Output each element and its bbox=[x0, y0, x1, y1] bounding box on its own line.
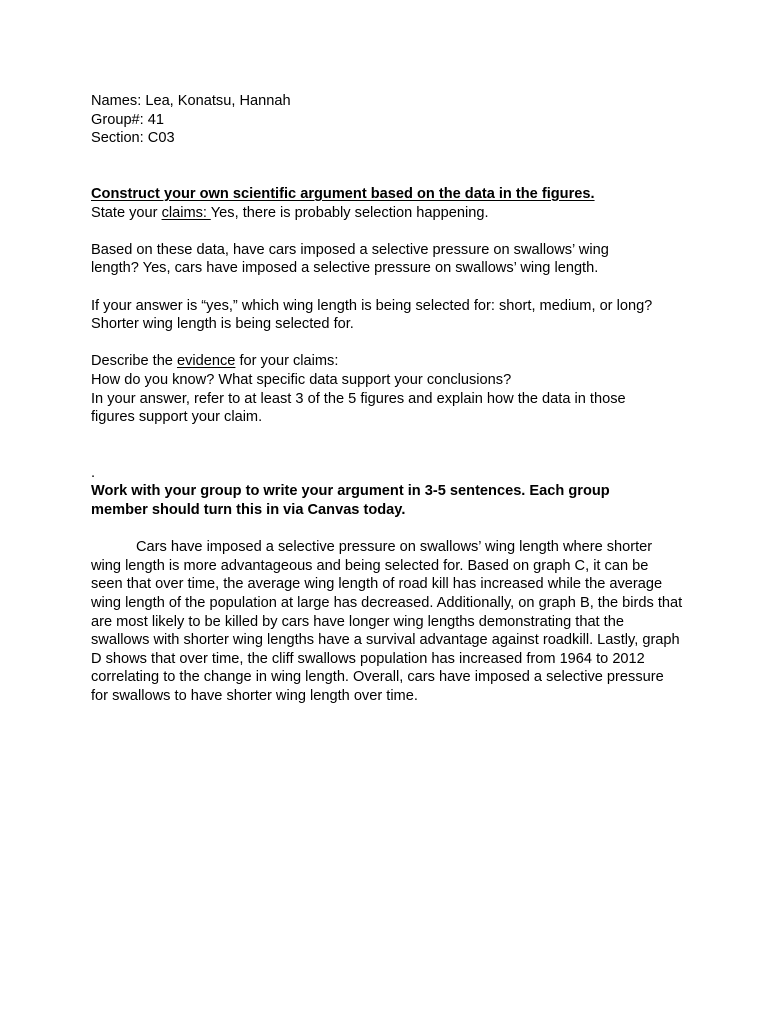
spacer bbox=[91, 166, 683, 185]
spacer bbox=[91, 148, 683, 167]
evidence-label: evidence bbox=[176, 353, 236, 370]
question-1-line-1: Based on these data, have cars imposed a selective pressure on swallows’ wing bbox=[91, 241, 609, 258]
document-body bbox=[91, 92, 683, 706]
spacer bbox=[91, 278, 683, 297]
how-know-line: How do you know? What specific data support your conclusions? bbox=[91, 371, 512, 388]
refer-line-1: In your answer, refer to at least 3 of the 5 figures and explain how the data in those bbox=[91, 390, 626, 407]
section-line: Section: C03 bbox=[91, 130, 175, 147]
evidence-prefix: Describe the bbox=[91, 353, 177, 370]
prompt-heading: Construct your own scientific argument based on the data in the figures. bbox=[91, 185, 595, 202]
refer-line-2: figures support your claim. bbox=[91, 409, 263, 426]
instruction-line-1: Work with your group to write your argument in 3-5 sentences. Each group bbox=[91, 483, 610, 500]
stray-dot: . bbox=[91, 464, 96, 481]
spacer bbox=[91, 334, 683, 353]
names-line: Names: Lea, Konatsu, Hannah bbox=[91, 93, 291, 109]
argument-paragraph: Cars have imposed a selective pressure on swallows’ wing length where shorter wing length is more advantageous and being selected for. Based on graph C, it can be seen that over time, the average wing length of road kill has increased while the average wing length of the population at large has decreased. Additionally, on graph B, the birds that are most likely to be killed by cars have longer wing lengths demonstrating that the swallows with shorter wing lengths have a survival advantage against roadkill. Lastly, graph D shows that over time, the cliff swallows population has increased from 1964 to 2012 correlating to the change in wing length. Overall, cars have imposed a selective pressure for swallows to have shorter wing length over time. bbox=[91, 539, 683, 704]
spacer bbox=[91, 520, 683, 539]
claims-label: claims: bbox=[161, 204, 211, 221]
claims-line bbox=[91, 204, 683, 223]
spacer bbox=[91, 445, 683, 464]
question-2-line-2: Shorter wing length is being selected for. bbox=[91, 316, 354, 333]
instruction-line-2: member should turn this in via Canvas today. bbox=[91, 502, 406, 519]
claims-answer: Yes, there is probably selection happening. bbox=[210, 204, 489, 221]
evidence-suffix: for your claims: bbox=[235, 353, 339, 370]
spacer bbox=[91, 427, 683, 446]
evidence-line bbox=[91, 352, 683, 371]
claims-prefix: State your bbox=[91, 204, 162, 221]
question-1-line-2: length? Yes, cars have imposed a selective pressure on swallows’ wing length. bbox=[91, 260, 599, 277]
group-line: Group#: 41 bbox=[91, 111, 165, 128]
spacer bbox=[91, 222, 683, 241]
question-2-line-1: If your answer is “yes,” which wing length is being selected for: short, medium, or long? bbox=[91, 297, 653, 314]
